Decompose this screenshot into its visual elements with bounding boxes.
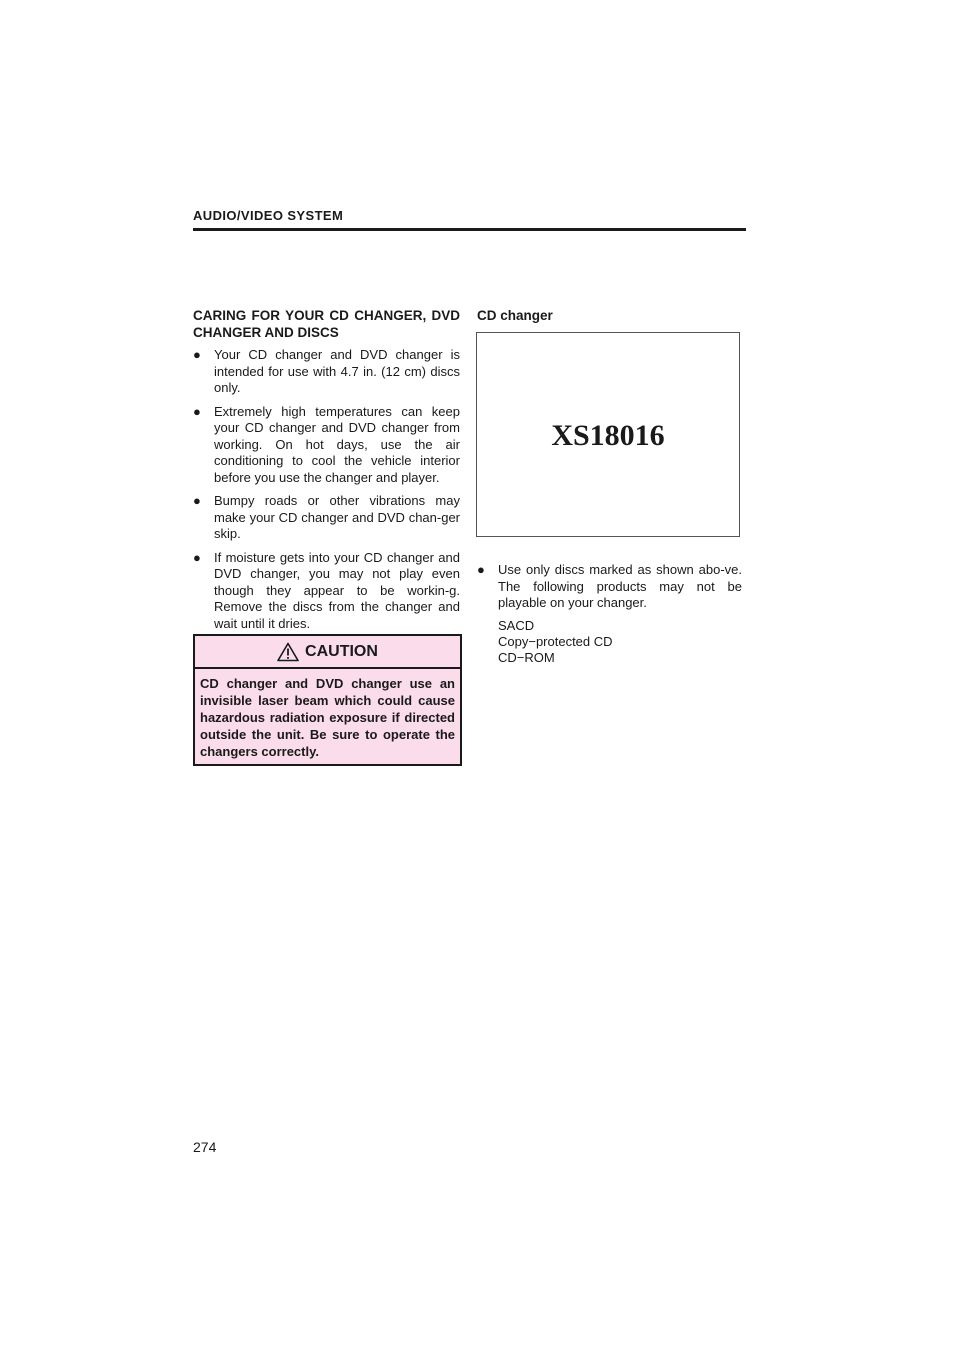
bullet-dot: ● — [193, 493, 201, 508]
cd-changer-heading: CD changer — [477, 308, 553, 323]
right-column — [477, 562, 742, 666]
caution-text: CD changer and DVD changer use an invisible laser beam which could cause hazardous radiation exposure if directed outside the unit. Be sure to operate the changers correctly. — [200, 676, 455, 759]
page-number: 274 — [193, 1139, 217, 1155]
caution-title: CAUTION — [305, 642, 378, 660]
caution-box — [193, 634, 462, 766]
bullet-item — [477, 562, 742, 612]
figure-label: XS18016 — [551, 419, 665, 452]
warning-triangle-icon — [277, 642, 299, 662]
bullet-dot: ● — [193, 403, 201, 419]
bullet-dot: ● — [477, 562, 485, 577]
product-list — [477, 618, 742, 666]
caring-heading: CARING FOR YOUR CD CHANGER, DVD CHANGER AND DISCS — [193, 308, 460, 340]
bullet-item — [193, 404, 460, 487]
bullet-text: Your CD changer and DVD changer is intended for use with 4.7 in. (12 cm) discs only. — [214, 347, 460, 395]
disc-logo-figure — [476, 332, 740, 537]
bullet-dot: ● — [193, 347, 201, 362]
right-column-heading — [477, 307, 742, 330]
bullet-item — [193, 493, 460, 543]
product-item: SACD — [498, 617, 535, 633]
bullet-text: If moisture gets into your CD changer and DVD changer, you may not play even though they appear to be workin-g. Remove the discs from the changer and wait until it dries. — [214, 549, 460, 631]
bullet-dot: ● — [193, 549, 201, 565]
header-rule — [193, 228, 746, 231]
bullet-text: Bumpy roads or other vibrations may make your CD changer and DVD chan-ger skip. — [214, 493, 460, 541]
caution-header — [195, 636, 460, 669]
section-header: AUDIO/VIDEO SYSTEM — [193, 208, 344, 223]
bullet-item — [193, 550, 460, 633]
bullet-item — [193, 347, 460, 397]
bullet-text: Use only discs marked as shown abo-ve. The following products may not be playable on your changer. — [498, 562, 742, 610]
product-item: CD−ROM — [498, 649, 555, 665]
left-column — [193, 307, 460, 639]
product-item: Copy−protected CD — [498, 633, 613, 649]
bullet-text: Extremely high temperatures can keep your CD changer and DVD changer from working. On hot days, use the air conditioning to cool the vehicle interior before you use the changer and player. — [214, 403, 460, 485]
